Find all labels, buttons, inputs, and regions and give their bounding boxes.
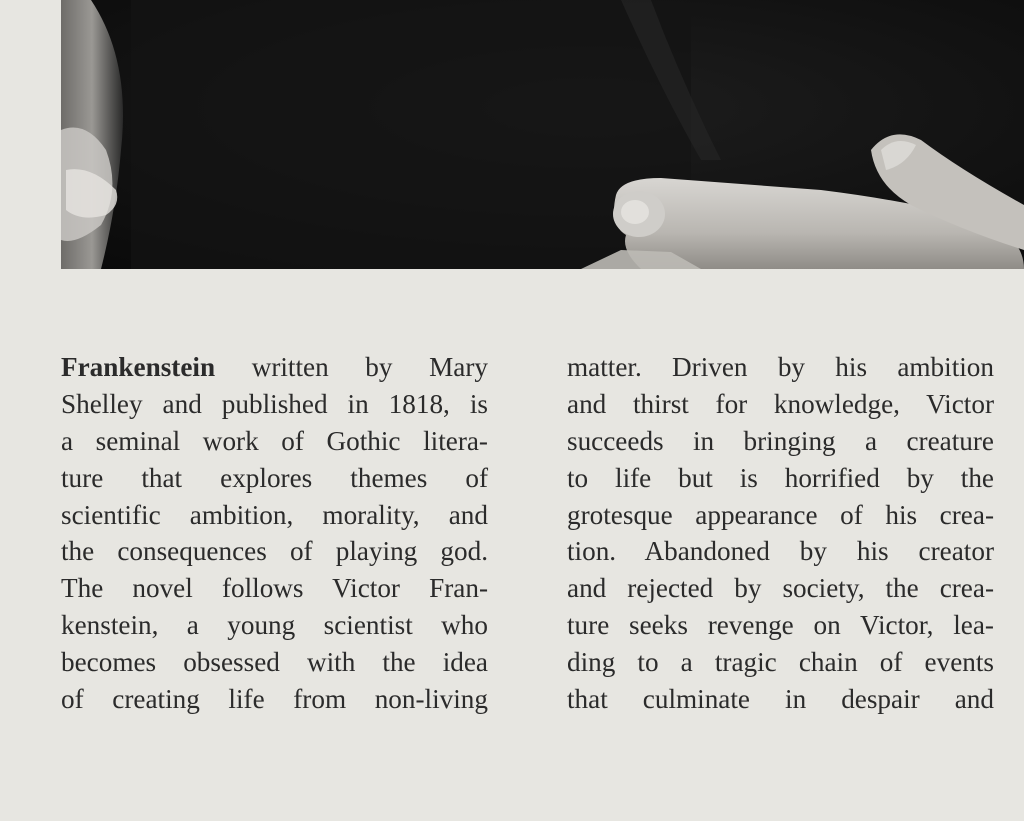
text-line: the consequences of playing god.: [61, 536, 488, 567]
text-line: of creating life from non-living: [61, 684, 488, 715]
text-line: to life but is horrified by the: [567, 462, 994, 493]
book-title: Frankenstein: [61, 352, 216, 382]
text-line: [61, 349, 488, 386]
article-column-left: [61, 349, 488, 718]
text-line: Shelley and published in 1818, is: [61, 388, 488, 419]
photo-illustration: [61, 0, 1024, 269]
text-line: The novel follows Victor Fran-: [61, 573, 488, 604]
text-fragment: written by Mary: [215, 352, 488, 382]
text-line: ding to a tragic chain of events: [567, 647, 994, 678]
text-line: scientific ambition, morality, and: [61, 499, 488, 530]
text-line: and rejected by society, the crea-: [567, 573, 994, 604]
text-line: a seminal work of Gothic litera-: [61, 425, 488, 456]
text-line: that culminate in despair and: [567, 684, 994, 715]
text-line: ture seeks revenge on Victor, lea-: [567, 610, 994, 641]
text-line: ture that explores themes of: [61, 462, 488, 493]
text-line: succeeds in bringing a creature: [567, 425, 994, 456]
text-line: becomes obsessed with the idea: [61, 647, 488, 678]
article-column-right: [567, 349, 994, 718]
header-photo: [61, 0, 1024, 269]
text-line: and thirst for knowledge, Victor: [567, 388, 994, 419]
text-line: tion. Abandoned by his creator: [567, 536, 994, 567]
text-line: kenstein, a young scientist who: [61, 610, 488, 641]
text-line: grotesque appearance of his crea-: [567, 499, 994, 530]
text-line: matter. Driven by his ambition: [567, 352, 994, 382]
